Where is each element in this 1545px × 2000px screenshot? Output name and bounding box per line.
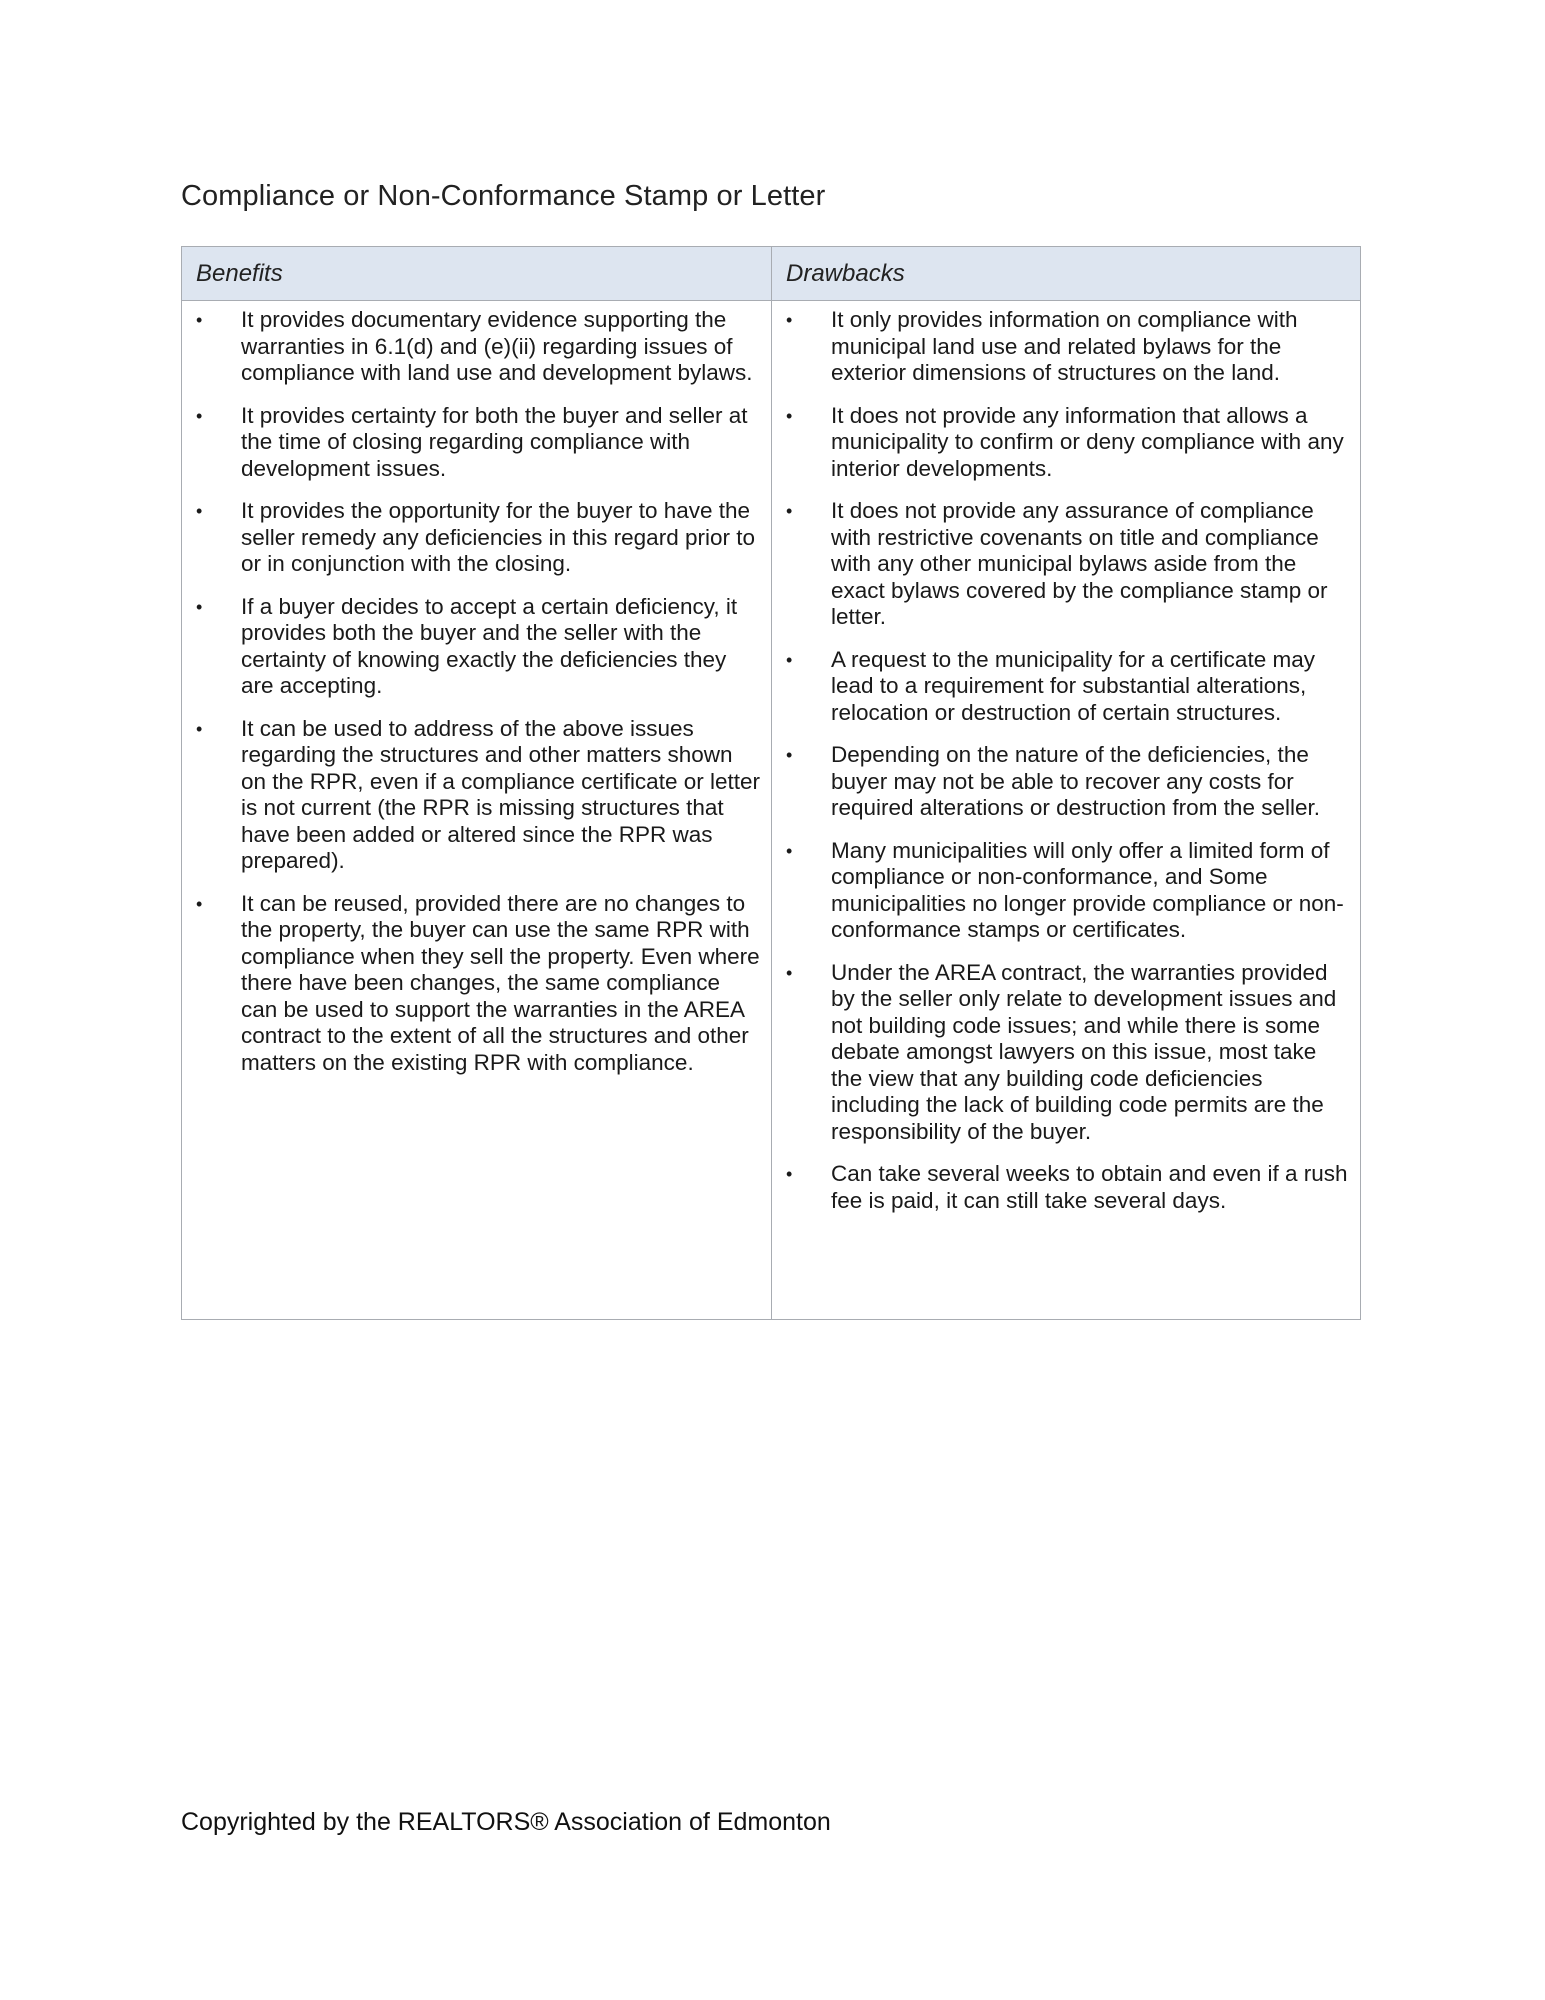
drawbacks-cell bbox=[772, 301, 1360, 1319]
drawbacks-list bbox=[772, 307, 1350, 1214]
benefit-item bbox=[182, 594, 761, 700]
benefit-item bbox=[182, 891, 761, 1077]
bullet-icon: • bbox=[786, 501, 793, 521]
drawback-item bbox=[772, 838, 1350, 944]
drawback-text: A request to the municipality for a certificate may lead to a requirement for substantial alterations, relocation or destruction of certain structures. bbox=[831, 646, 1315, 725]
drawback-text: Can take several weeks to obtain and even if a rush fee is paid, it can still take several days. bbox=[831, 1161, 1348, 1213]
benefit-text: It provides documentary evidence supporting the warranties in 6.1(d) and (e)(ii) regarding issues of compliance with land use and development bylaws. bbox=[241, 307, 753, 385]
benefit-text: If a buyer decides to accept a certain deficiency, it provides both the buyer and the seller with the certainty of knowing exactly the deficiencies they are accepting. bbox=[241, 593, 738, 698]
benefits-list bbox=[182, 307, 761, 1076]
drawback-text: Depending on the nature of the deficiencies, the buyer may not be able to recover any costs for required alterations or destruction from the seller. bbox=[831, 742, 1320, 820]
bullet-icon: • bbox=[786, 405, 793, 426]
benefit-item bbox=[182, 403, 761, 483]
bullet-icon: • bbox=[786, 310, 793, 330]
benefit-item bbox=[182, 498, 761, 578]
bullet-icon: • bbox=[786, 1164, 793, 1184]
bullet-icon: • bbox=[196, 501, 203, 521]
benefit-text: It provides certainty for both the buyer and seller at the time of closing regarding compliance with development issues. bbox=[241, 402, 748, 481]
benefit-text: It provides the opportunity for the buyer to have the seller remedy any deficiencies in this regard prior to or in conjunction with the closing. bbox=[241, 498, 755, 576]
drawback-item bbox=[772, 498, 1350, 631]
drawback-text: It only provides information on compliance with municipal land use and related bylaws for the exterior dimensions of structures on the land. bbox=[831, 307, 1298, 385]
bullet-icon: • bbox=[196, 310, 203, 330]
drawback-item bbox=[772, 647, 1350, 727]
benefits-header: Benefits bbox=[182, 247, 772, 301]
bullet-icon: • bbox=[786, 745, 793, 765]
benefits-cell bbox=[182, 301, 772, 1319]
benefit-text: It can be used to address of the above issues regarding the structures and other matters shown on the RPR, even if a compliance certificate or letter is not current (the RPR is missing structures that have been added or altered since the RPR was prepared). bbox=[241, 715, 760, 873]
bullet-icon: • bbox=[196, 893, 203, 914]
drawback-text: It does not provide any information that allows a municipality to confirm or deny compliance with any interior developments. bbox=[831, 402, 1344, 481]
drawback-text: Under the AREA contract, the warranties provided by the seller only relate to development issues and not building code issues; and while there is some debate amongst lawyers on this issue, most take the view that any building code deficiencies including the lack of building code permits are the responsibility of the buyer. bbox=[831, 959, 1337, 1144]
bullet-icon: • bbox=[196, 718, 203, 739]
bullet-icon: • bbox=[786, 649, 793, 670]
benefit-item bbox=[182, 716, 761, 875]
drawback-text: Many municipalities will only offer a limited form of compliance or non-conformance, and Some municipalities no longer provide compliance or non-conformance stamps or certificates. bbox=[831, 837, 1344, 942]
bullet-icon: • bbox=[786, 840, 793, 861]
drawback-item bbox=[772, 960, 1350, 1146]
drawback-item bbox=[772, 403, 1350, 483]
benefit-text: It can be reused, provided there are no changes to the property, the buyer can use the same RPR with compliance when they sell the property. Even where there have been changes, the same compliance can be used to support the warranties in the AREA contract to the extent of all the structures and other matters on the existing RPR with compliance. bbox=[241, 890, 760, 1075]
bullet-icon: • bbox=[196, 405, 203, 426]
benefits-drawbacks-table bbox=[181, 246, 1361, 1320]
bullet-icon: • bbox=[786, 962, 793, 983]
copyright-footer: Copyrighted by the REALTORS® Association of Edmonton bbox=[181, 1808, 831, 1836]
bullet-icon: • bbox=[196, 596, 203, 617]
drawback-item bbox=[772, 307, 1350, 387]
page-title: Compliance or Non-Conformance Stamp or Letter bbox=[181, 180, 826, 212]
drawbacks-header: Drawbacks bbox=[772, 247, 1360, 301]
benefit-item bbox=[182, 307, 761, 387]
drawback-item bbox=[772, 742, 1350, 822]
drawback-item bbox=[772, 1161, 1350, 1214]
drawback-text: It does not provide any assurance of compliance with restrictive covenants on title and compliance with any other municipal bylaws aside from the exact bylaws covered by the compliance stamp or letter. bbox=[831, 498, 1328, 629]
